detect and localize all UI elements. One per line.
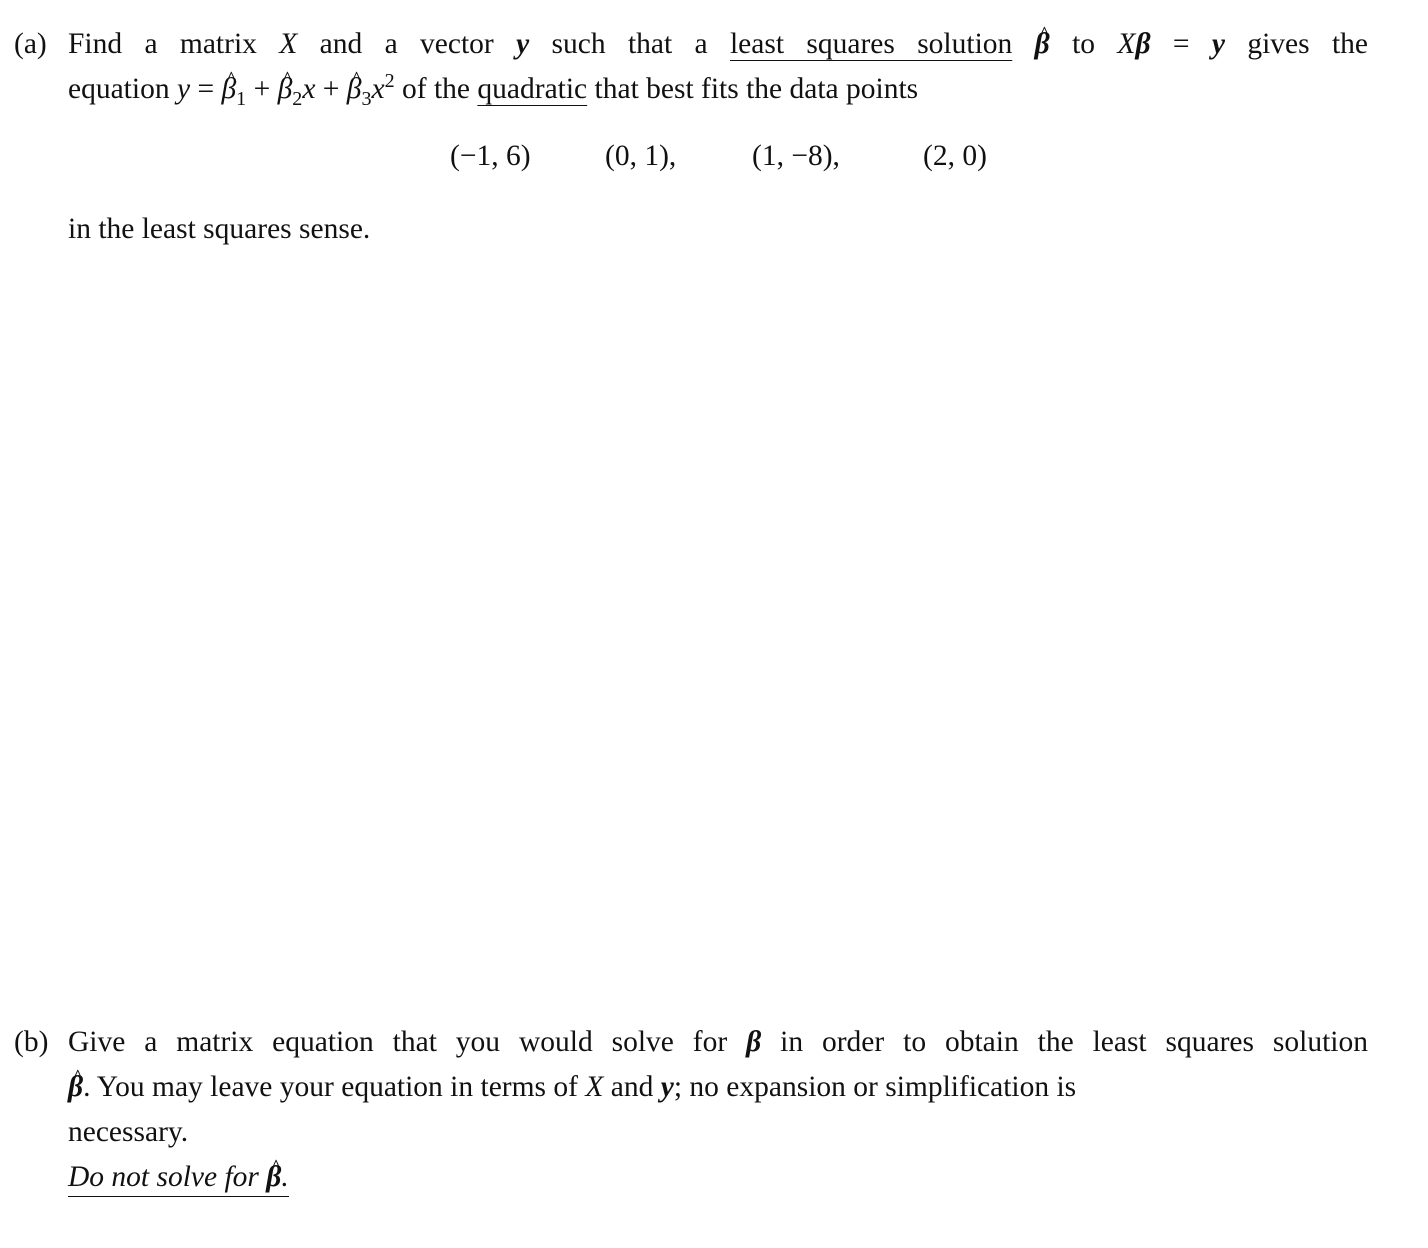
math-matrix-x: X	[1117, 28, 1136, 60]
text-run: of the	[394, 73, 478, 105]
text-run: and	[603, 1071, 661, 1103]
math-beta-hat: ^ β	[1035, 22, 1050, 67]
part-b-line-3: necessary.	[68, 1116, 189, 1148]
math-beta-hat: ^ β	[266, 1160, 281, 1194]
underlined-term-quadratic: quadratic	[477, 73, 588, 105]
math-beta-hat-1: ^ β	[221, 67, 236, 112]
question-part-b	[14, 1020, 1409, 1200]
data-point-4: (2, 0)	[923, 140, 987, 172]
math-matrix-x: X	[279, 28, 298, 60]
subscript: 3	[361, 87, 372, 110]
math-beta-hat-3: ^ β	[347, 67, 362, 112]
data-point-1: (−1, 6)	[450, 140, 531, 172]
math-plus: +	[315, 73, 347, 105]
text-run: Do not solve for	[68, 1161, 267, 1193]
math-equals: =	[190, 73, 222, 105]
part-b-label: (b)	[14, 1026, 49, 1058]
math-vector-y: y	[516, 28, 530, 60]
part-b-instruction-note	[68, 1160, 289, 1197]
math-vector-y: y	[660, 1071, 674, 1103]
text-run: ; no expansion or simplification is	[673, 1071, 1077, 1103]
part-a-label: (a)	[14, 28, 47, 60]
text-run: that best fits the data points	[587, 73, 919, 105]
underlined-term-least-squares-solution: least squares solution	[729, 28, 1013, 60]
math-beta: β	[746, 1026, 762, 1058]
text-run: in order to obtain the least squares solution	[761, 1026, 1368, 1058]
text-run: equation	[68, 73, 177, 105]
text-run: to	[1049, 28, 1118, 60]
part-a-line-2	[68, 67, 1409, 112]
math-beta-hat: ^ β	[68, 1065, 83, 1110]
part-a-text	[68, 22, 1409, 112]
text-run: Give a matrix equation that you would solve for	[68, 1026, 747, 1058]
superscript: 2	[384, 70, 395, 93]
text-run: .	[281, 1161, 289, 1193]
math-x: x	[371, 73, 385, 105]
part-b-text	[68, 1020, 1409, 1200]
math-x: x	[302, 73, 316, 105]
math-beta-hat-2: ^ β	[278, 67, 293, 112]
text-run: . You may leave your equation in terms of	[83, 1071, 586, 1103]
question-part-a	[14, 22, 1409, 112]
data-point-3: (1, −8),	[752, 140, 840, 172]
math-equals: =	[1150, 28, 1212, 60]
math-y: y	[176, 73, 191, 105]
part-a-line-1	[68, 22, 1368, 67]
text-run: Find a matrix	[68, 28, 280, 60]
text-run: and a vector	[297, 28, 517, 60]
part-b-line-1	[68, 1020, 1368, 1065]
math-matrix-x: X	[585, 1071, 604, 1103]
data-point-2: (0, 1),	[605, 140, 677, 172]
math-beta: β	[1135, 28, 1151, 60]
subscript: 2	[292, 87, 303, 110]
part-a-trailer: in the least squares sense.	[68, 213, 371, 245]
text-run: gives the	[1225, 28, 1369, 60]
math-vector-y: y	[1211, 28, 1225, 60]
part-b-line-2	[68, 1065, 1409, 1110]
text-run: such that a	[529, 28, 730, 60]
subscript: 1	[236, 87, 247, 110]
math-plus: +	[246, 73, 278, 105]
